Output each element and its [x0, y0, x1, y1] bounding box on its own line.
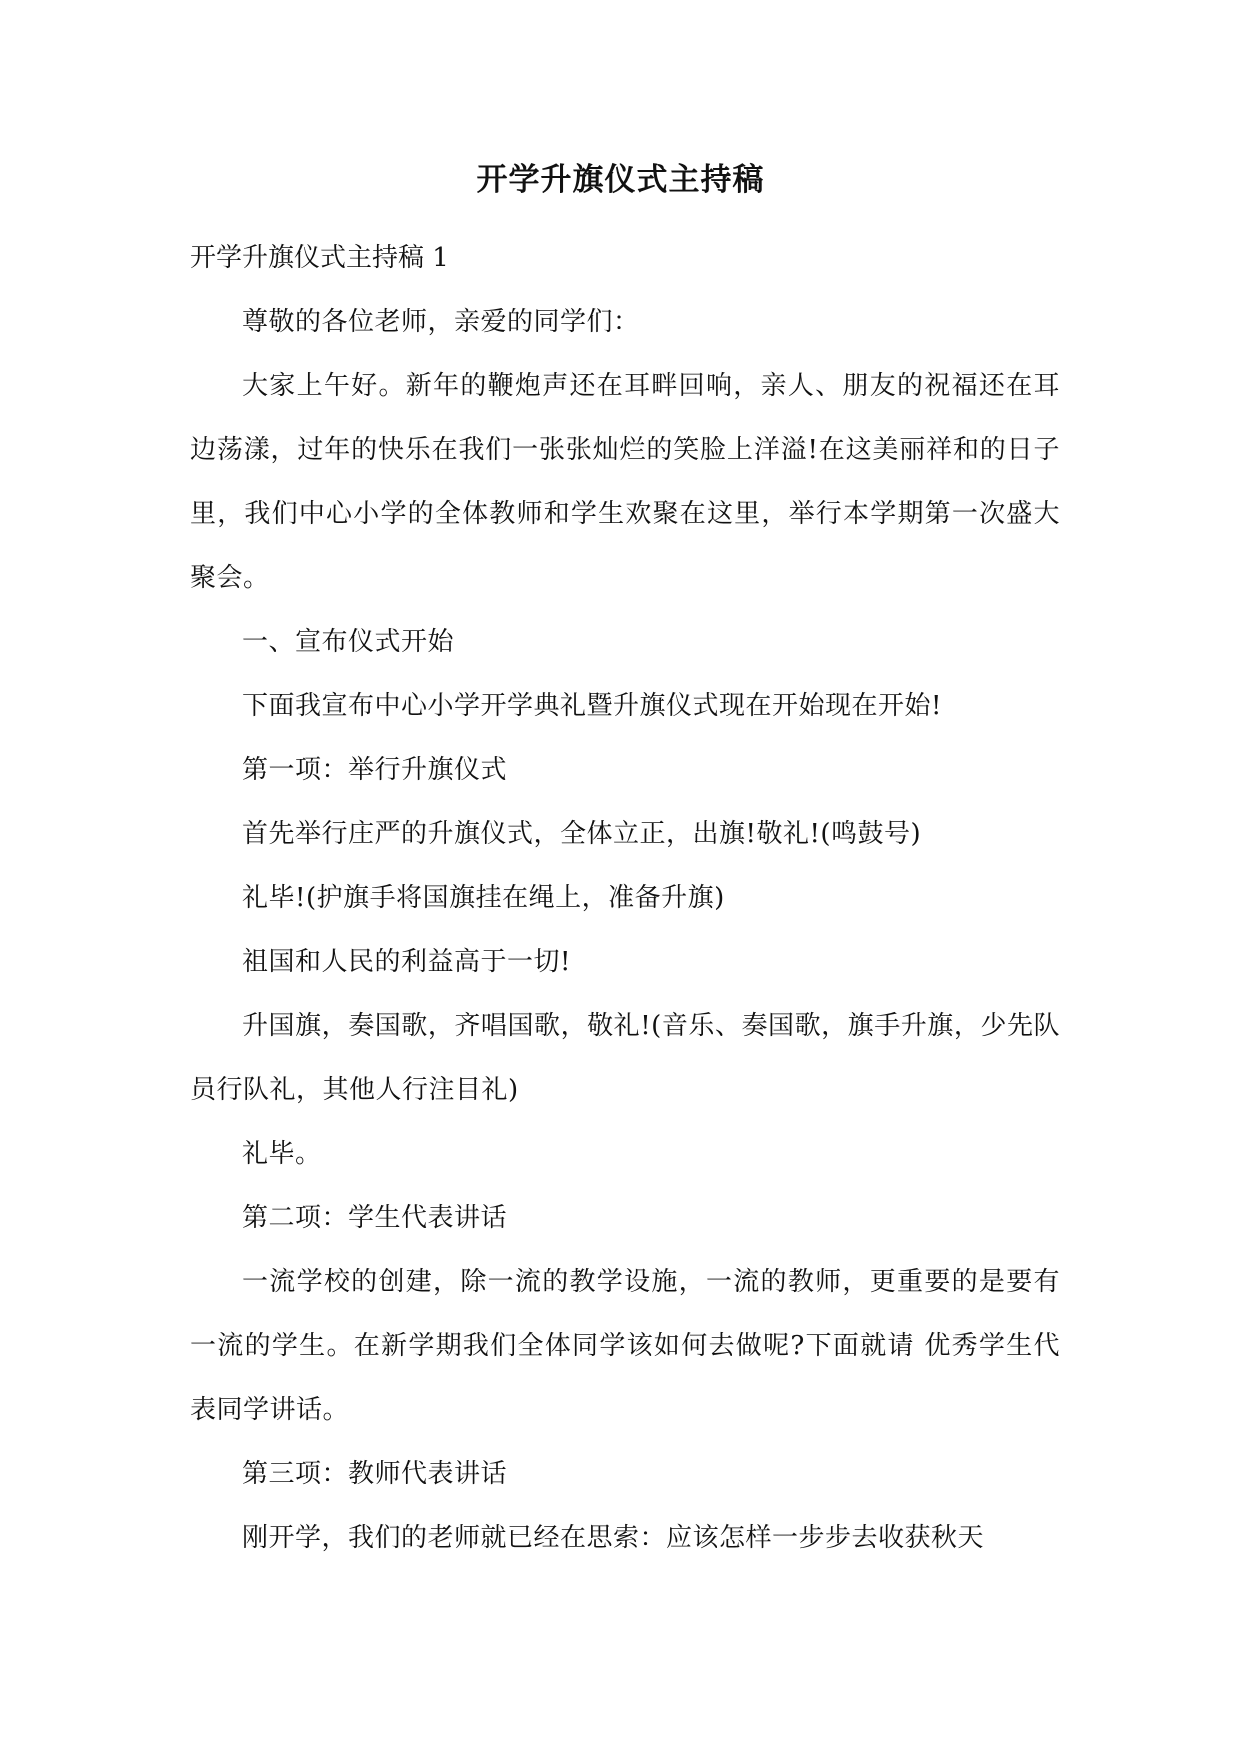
paragraph-student-speech: 一流学校的创建，除一流的教学设施，一流的教师，更重要的是要有一流的学生。在新学期我们全体同学该如何去做呢?下面就请 优秀学生代表同学讲话。	[190, 1267, 1060, 1425]
paragraph-item-two: 第二项：学生代表讲话	[242, 1203, 508, 1233]
paragraph-motto: 祖国和人民的利益高于一切!	[242, 947, 571, 977]
paragraph-flag-ceremony: 首先举行庄严的升旗仪式，全体立正，出旗!敬礼!(鸣鼓号)	[242, 819, 922, 849]
paragraph-item-one: 第一项：举行升旗仪式	[242, 755, 508, 785]
paragraph-item-three: 第三项：教师代表讲话	[242, 1459, 508, 1489]
paragraph-ceremony-end: 礼毕。	[242, 1139, 322, 1169]
paragraph-salute-done: 礼毕!(护旗手将国旗挂在绳上，准备升旗)	[242, 883, 725, 913]
document-body	[190, 226, 1060, 1570]
paragraph-announce: 下面我宣布中心小学开学典礼暨升旗仪式现在开始现在开始!	[242, 691, 942, 721]
paragraph-teacher-speech: 刚开学，我们的老师就已经在思索：应该怎样一步步去收获秋天	[242, 1523, 985, 1553]
document-title: 开学升旗仪式主持稿	[476, 162, 765, 198]
paragraph-anthem: 升国旗，奏国歌，齐唱国歌，敬礼!(音乐、奏国歌，旗手升旗，少先队员行队礼，其他人行注目礼)	[190, 1011, 1060, 1105]
paragraph-announce-heading: 一、宣布仪式开始	[242, 627, 455, 657]
paragraph-opening: 大家上午好。新年的鞭炮声还在耳畔回响，亲人、朋友的祝福还在耳边荡漾，过年的快乐在我们一张张灿烂的笑脸上洋溢!在这美丽祥和的日子里，我们中心小学的全体教师和学生欢聚在这里，举行本学期第一次盛大聚会。	[190, 371, 1060, 593]
paragraph-salutation: 尊敬的各位老师，亲爱的同学们：	[242, 307, 640, 337]
section-heading: 开学升旗仪式主持稿 1	[190, 243, 449, 273]
